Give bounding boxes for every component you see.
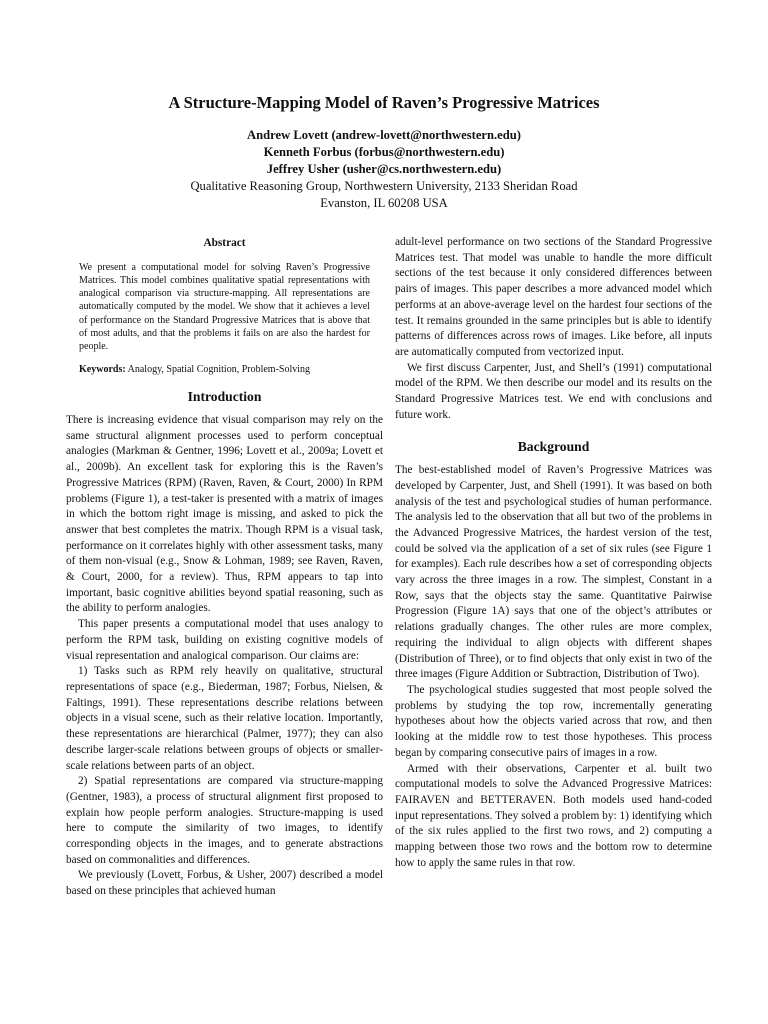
introduction-paragraph: 2) Spatial representations are compared via structure-mapping (Gentner, 1983), a process of structural alignment first proposed to explain how people perform analogies. Structure-mapping is used here to compute the similarity of two images, to identify corresponding objects in the images, and to generate abstractions based on commonalities and differences. <box>66 775 383 866</box>
abstract-body <box>66 261 383 377</box>
introduction-paragraph: This paper presents a computational model that uses analogy to perform the RPM task, building on existing cognitive models of visual representation and analogical comparison. Our claims are: <box>66 618 383 662</box>
introduction-paragraph: 1) Tasks such as RPM rely heavily on qualitative, structural representations of space (e.g., Biederman, 1987; Forbus, Nielsen, & Faltings, 1991). These representations describe relations between objects in a visual scene, such as their relative location. Importantly, these representations are hierarchical (Palmer, 1977); they can also describe larger-scale relations between groups of objects or smaller-scale relations between parts of an object. <box>66 665 383 772</box>
introduction-paragraph: We previously (Lovett, Forbus, & Usher, 2007) described a model based on these principles that achieved human <box>66 869 383 898</box>
keywords-text: Analogy, Spatial Cognition, Problem-Solving <box>127 364 311 376</box>
paper-title: A Structure-Mapping Model of Raven’s Progressive Matrices <box>168 93 600 112</box>
background-heading: Background <box>517 439 590 455</box>
author-line: Jeffrey Usher (usher@cs.northwestern.edu) <box>266 162 502 176</box>
right-column <box>395 235 712 871</box>
background-paragraph: Armed with their observations, Carpenter et al. built two computational models to solve the Advanced Progressive Matrices: FAIRAVEN and BETTERAVEN. Both models used hand-coded input representations. They solved a problem by: 1) identifying which of the six rules applied to the first two rows, and 2) computing a mapping between those two rows and the bottom row to determine how to apply the same rules in that row. <box>395 762 712 869</box>
left-column <box>66 236 383 900</box>
introduction-heading: Introduction <box>187 389 262 405</box>
keywords-label: Keywords: <box>79 364 126 376</box>
introduction-continued-paragraph: We first discuss Carpenter, Just, and Shell’s (1991) computational model of the RPM. We then describe our model and its results on the Standard Progressive Matrices test. We end with conclusions and future work. <box>395 361 712 421</box>
background-paragraph: The best-established model of Raven’s Progressive Matrices was developed by Carpenter, Just, and Shell (1991). It was based on both analysis of the test and psychological studies of human performance. The analysis led to the observation that all but two of the problems in the Advanced Progressive Matrices, the hardest version of the test, could be solved via the application of a set of six rules (see Figure 1 for examples). Each rule describes how a set of corresponding objects vary across the three images in a row. The simplest, Constant in a Row, says that the objects stay the same. Quantitative Pairwise Progression (Figure 1A) says that one of the object’s attributes or relations gradually changes. The other rules are more complex, requiring the individual to align objects with different shapes (Distribution of Three), or to find objects that only exist in two of the three images (Figure Addition or Subtraction, Distribution of Two). <box>395 464 712 681</box>
introduction-continued-paragraph: adult-level performance on two sections of the Standard Progressive Matrices test. That model was unable to handle the more difficult sections of the test because it only considered differences between pairs of images. This paper describes a more advanced model which performs at an above-average level on the hardest four sections of the test. It remains grounded in the same principles but is able to identify patterns of differences across rows of images. Like before, all inputs are automatically computed from vectorized input. <box>395 236 712 358</box>
abstract-heading: Abstract <box>203 237 246 249</box>
keywords <box>79 363 370 376</box>
introduction-paragraph: There is increasing evidence that visual comparison may rely on the same structural alignment processes used to perform conceptual analogies (Markman & Gentner, 1996; Lovett et al., 2009a; Lovett et al., 2009b). An excellent task for exploring this is the Raven’s Progressive Matrices (RPM) (Raven, Raven, & Court, 2000) In RPM problems (Figure 1), a test-taker is presented with a matrix of images in which the bottom right image is missing, and asked to pick the answer that best completes the matrix. Though RPM is a visual task, performance on it correlates highly with other assessment tasks, many of them non-visual (e.g., Snow & Lohman, 1989; see Raven, Raven, & Court, 2000, for a review). Thus, RPM appears to tap into important, basic cognitive abilities beyond spatial reasoning, such as the ability to perform analogies. <box>66 414 383 615</box>
affiliation: Qualitative Reasoning Group, Northwestern University, 2133 Sheridan Road <box>190 179 578 193</box>
background-paragraph: The psychological studies suggested that most people solved the problems by studying the top row, incrementally generating hypotheses about how the objects varied across that row, and then looking at the middle row to test those hypotheses. This process began by comparing consecutive pairs of images in a row. <box>395 683 712 759</box>
author-line: Andrew Lovett (andrew-lovett@northwestern.edu) <box>247 128 521 142</box>
author-line: Kenneth Forbus (forbus@northwestern.edu) <box>263 145 505 159</box>
author-block <box>0 127 768 212</box>
abstract-text: We present a computational model for solving Raven’s Progressive Matrices. This model combines qualitative spatial representations with analogical comparison via structure-mapping. All representations are automatically computed by the model. We show that it achieves a level of performance on the Standard Progressive Matrices that is above that of most adults, and that the problems it fails on are also the hardest for people. <box>79 261 370 352</box>
address: Evanston, IL 60208 USA <box>320 196 448 210</box>
